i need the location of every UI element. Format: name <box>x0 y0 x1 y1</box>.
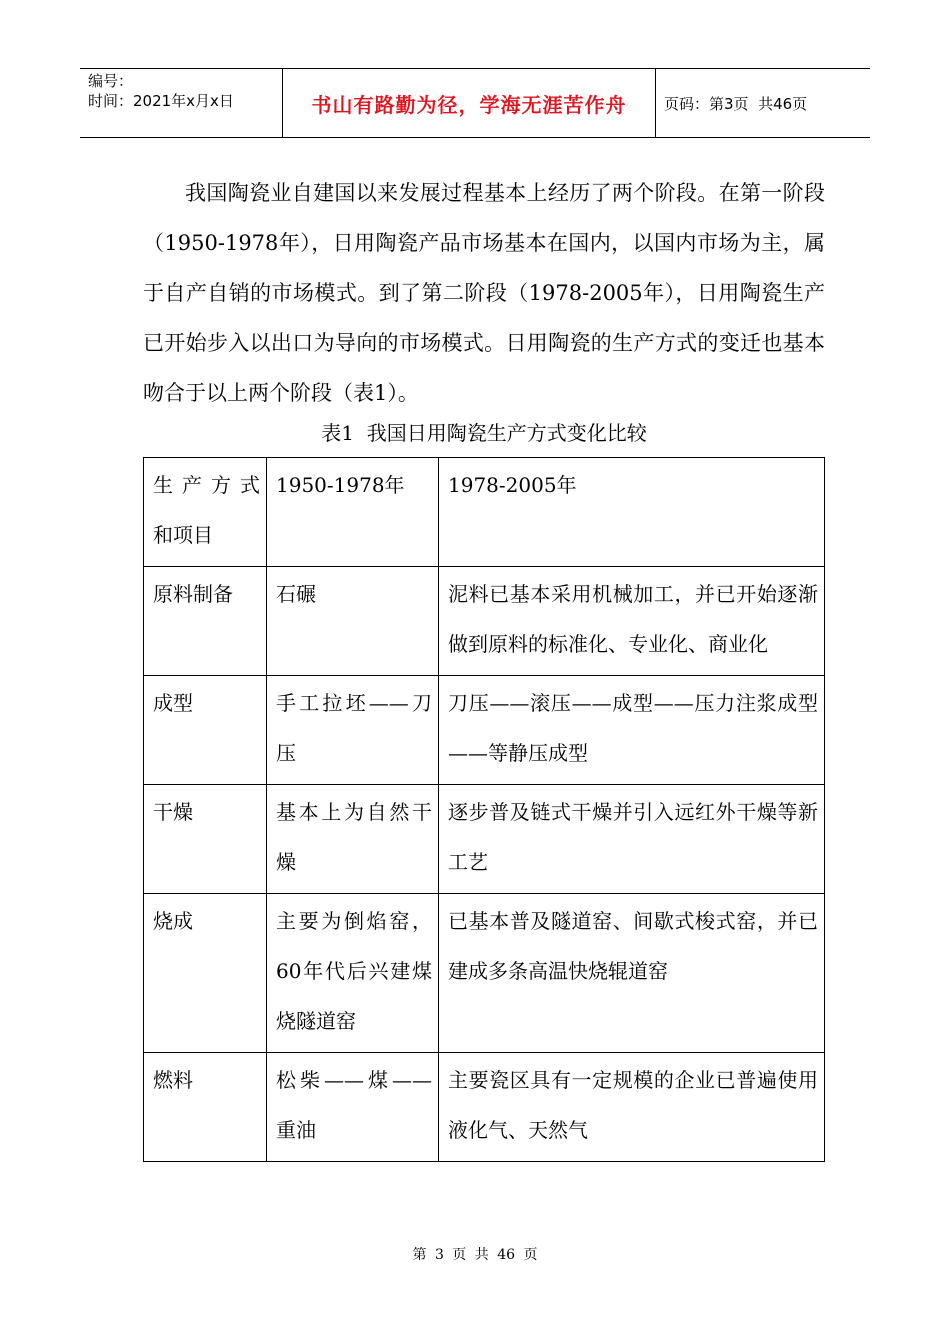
table-cell-period-2: 刀压——滚压——成型——压力注浆成型——等静压成型 <box>439 676 825 785</box>
table-cell-period-2: 已基本普及隧道窑、间歇式梭式窑，并已建成多条高温快烧辊道窑 <box>439 894 825 1053</box>
table-cell-period-1: 石碾 <box>267 567 439 676</box>
table-cell-item: 原料制备 <box>144 567 267 676</box>
table-cell-period-2: 逐步普及链式干燥并引入远红外干燥等新工艺 <box>439 785 825 894</box>
table-cell-period-1: 主要为倒焰窑，60年代后兴建煤烧隧道窑 <box>267 894 439 1053</box>
table-cell-period-2: 泥料已基本采用机械加工，并已开始逐渐做到原料的标准化、专业化、商业化 <box>439 567 825 676</box>
table-row <box>144 676 825 785</box>
table-cell-period-1: 基本上为自然干燥 <box>267 785 439 894</box>
header-meta <box>88 71 284 111</box>
document-number-label: 编号： <box>88 72 134 90</box>
header-cell-item: 生 产 方 式和项目 <box>144 458 267 567</box>
table-row <box>144 894 825 1053</box>
table-header-row <box>144 458 825 567</box>
header-divider <box>655 69 656 137</box>
page-header <box>80 68 870 138</box>
page-info-text: 页码：第3页 共46页 <box>664 94 808 113</box>
production-comparison-table <box>143 457 825 1162</box>
table-cell-item: 成型 <box>144 676 267 785</box>
table-row <box>144 785 825 894</box>
table-cell-period-1: 手工拉坯——刀压 <box>267 676 439 785</box>
table-cell-item: 燃料 <box>144 1053 267 1162</box>
header-page-info <box>664 69 807 137</box>
table-row <box>144 567 825 676</box>
header-motto: 书山有路勤为径，学海无涯苦作舟 <box>311 92 627 117</box>
table-cell-period-2: 主要瓷区具有一定规模的企业已普遍使用液化气、天然气 <box>439 1053 825 1162</box>
table-cell-item: 干燥 <box>144 785 267 894</box>
table-cell-item: 烧成 <box>144 894 267 1053</box>
body-paragraph: 我国陶瓷业自建国以来发展过程基本上经历了两个阶段。在第一阶段（1950-1978年），日用陶瓷产品市场基本在国内，以国内市场为主，属于自产自销的市场模式。到了第二阶段（1978-2005年），日用陶瓷生产已开始步入以出口为导向的市场模式。日用陶瓷的生产方式的变迁也基本吻合于以上两个阶段（表1）。 <box>143 181 825 405</box>
header-cell-period-1: 1950-1978年 <box>267 458 439 567</box>
table-row <box>144 1053 825 1162</box>
header-cell-period-2: 1978-2005年 <box>439 458 825 567</box>
document-time-label: 时间：2021年x月x日 <box>88 92 234 110</box>
table-caption: 表1 我国日用陶瓷生产方式变化比较 <box>321 421 647 445</box>
page-footer: 第 3 页 共 46 页 <box>412 1247 538 1263</box>
table-cell-period-1: 松柴——煤——重油 <box>267 1053 439 1162</box>
